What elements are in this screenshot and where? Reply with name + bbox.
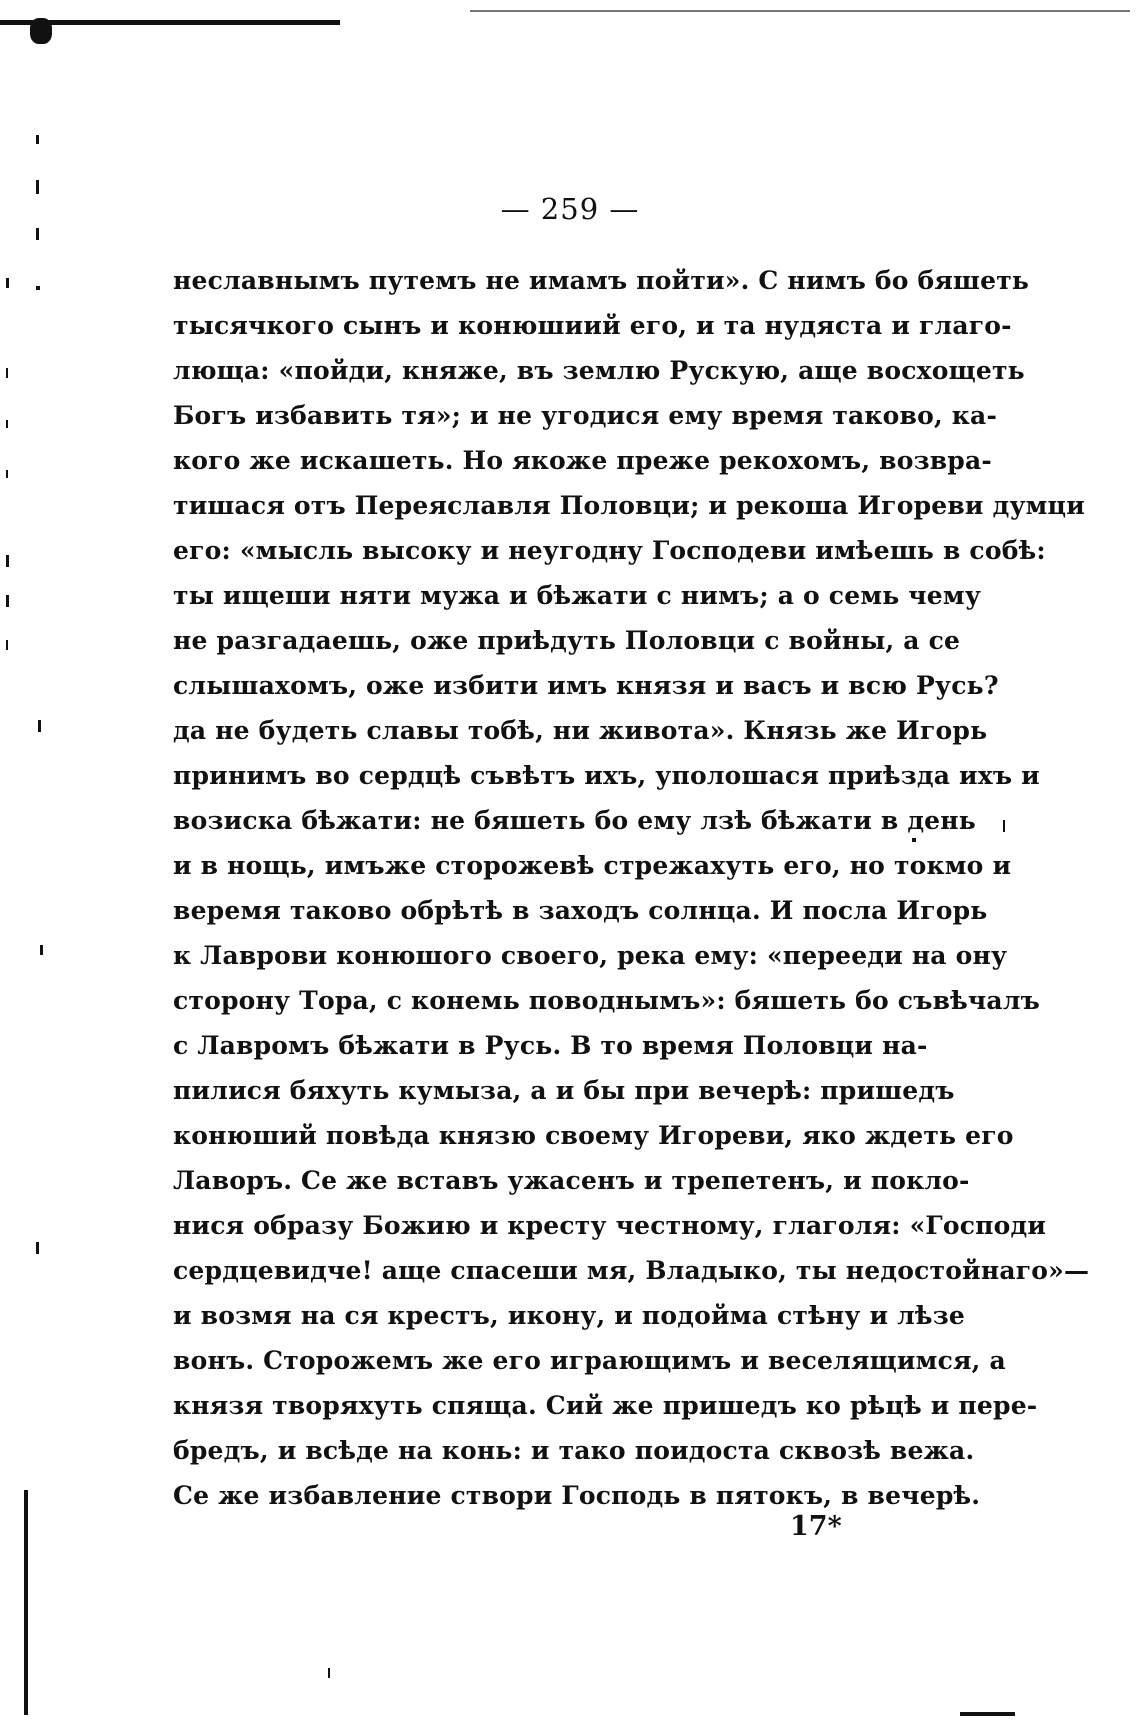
scan-dot bbox=[40, 945, 43, 955]
text-line: слышахомъ, оже избити имъ князя и васъ и всю Русь? bbox=[173, 671, 999, 700]
scan-edge-top-right bbox=[470, 10, 1130, 12]
text-line: и в нощь, имъже сторожевѣ стрежахуть его, но токмо и bbox=[173, 851, 1012, 880]
text-line: кого же искашеть. Но якоже преже рекохомъ, возвра- bbox=[173, 446, 992, 475]
text-line: к Лаврови конюшого своего, река ему: «перееди на ону bbox=[173, 941, 1008, 970]
scan-dot bbox=[6, 420, 8, 428]
text-line: принимъ во сердцѣ съвѣтъ ихъ, уполошася приѣзда ихъ и bbox=[173, 761, 1040, 790]
scan-dot bbox=[1003, 820, 1005, 832]
scan-dot bbox=[36, 135, 39, 144]
text-line: князя творяхуть спяща. Сий же пришедъ ко рѣцѣ и пере- bbox=[173, 1391, 1038, 1420]
scan-dot bbox=[38, 720, 41, 732]
body-text bbox=[173, 258, 1090, 1518]
text-line: неславнымъ путемъ не имамъ пойти». С нимъ бо бяшеть bbox=[173, 266, 1030, 295]
text-line: возиска бѣжати: не бяшеть бо ему лзѣ бѣжати в день bbox=[173, 806, 976, 835]
scan-dot bbox=[36, 228, 39, 240]
scan-edge-bottom-right bbox=[960, 1712, 1015, 1716]
text-line: веремя таково обрѣтѣ в заходъ солнца. И посла Игорь bbox=[173, 896, 988, 925]
text-line: ты ищеши няти мужа и бѣжати с нимъ; а о семь чему bbox=[173, 581, 982, 610]
text-line: с Лавромъ бѣжати в Русь. В то время Половци на- bbox=[173, 1031, 928, 1060]
scan-dot bbox=[6, 368, 8, 378]
scan-dot bbox=[6, 555, 9, 567]
text-line: Лаворъ. Се же вставъ ужасенъ и трепетенъ, и покло- bbox=[173, 1166, 970, 1195]
page-number: — 259 — bbox=[500, 192, 640, 226]
text-line: вонъ. Сторожемъ же его играющимъ и веселящимся, а bbox=[173, 1346, 1006, 1375]
scan-blot-top-left bbox=[30, 18, 52, 44]
text-line: тысячкого сынъ и конюшиий его, и та нудяста и глаго- bbox=[173, 311, 1012, 340]
text-line: Богъ избавить тя»; и не угодися ему время таково, ка- bbox=[173, 401, 998, 430]
text-line: сердцевидче! аще спасеши мя, Владыко, ты недостойнаго»— bbox=[173, 1256, 1090, 1285]
text-line: бредъ, и всѣде на конь: и тако поидоста сквозѣ вежа. bbox=[173, 1436, 975, 1465]
text-line: нися образу Божию и кресту честному, глаголя: «Господи bbox=[173, 1211, 1047, 1240]
scan-dot bbox=[6, 640, 8, 650]
text-line: не разгадаешь, оже приѣдуть Половци с войны, а се bbox=[173, 626, 961, 655]
scan-edge-left bbox=[24, 1490, 28, 1715]
text-line: и возмя на ся крестъ, икону, и подойма стѣну и лѣзе bbox=[173, 1301, 965, 1330]
text-line: люща: «пойди, княже, въ землю Рускую, аще восхощеть bbox=[173, 356, 1025, 385]
text-line: да не будеть славы тобѣ, ни живота». Князь же Игорь bbox=[173, 716, 988, 745]
text-line: тишася отъ Переяславля Половци; и рекоша Игореви думци bbox=[173, 491, 1085, 520]
text-line: конюший повѣда князю своему Игореви, яко ждеть его bbox=[173, 1121, 1014, 1150]
text-line: его: «мысль высоку и неугодну Господеви имѣешь в собѣ: bbox=[173, 536, 1046, 565]
scan-dot bbox=[6, 595, 9, 607]
scan-dot bbox=[328, 1668, 330, 1678]
scan-dot bbox=[6, 278, 9, 288]
text-line: Се же избавление створи Господь в пятокъ, в вечерѣ. bbox=[173, 1481, 981, 1510]
signature-mark: 17* bbox=[790, 1511, 842, 1542]
scan-dot bbox=[36, 1242, 39, 1254]
text-line: сторону Тора, с конемь поводнымъ»: бяшеть бо съвѣчалъ bbox=[173, 986, 1041, 1015]
text-line: пилися бяхуть кумыза, а и бы при вечерѣ: пришедъ bbox=[173, 1076, 955, 1105]
scan-dot bbox=[36, 286, 40, 290]
scan-dot bbox=[6, 470, 8, 478]
